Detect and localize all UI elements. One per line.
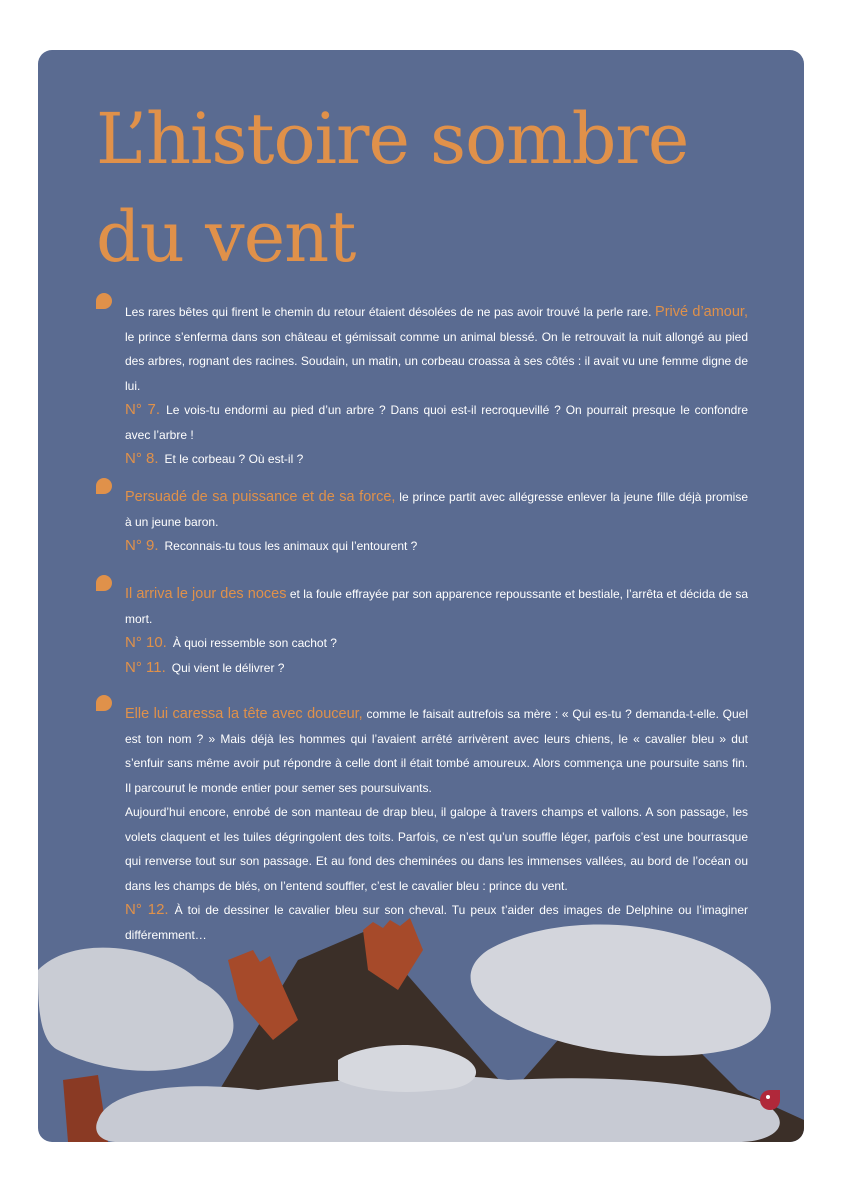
cloud-left: [38, 948, 233, 1071]
question-number: N° 8.: [125, 450, 159, 467]
section-paragraph: [125, 485, 748, 534]
page-panel: [38, 50, 804, 1142]
title-line-1: L’histoire sombre: [96, 98, 689, 180]
section-bullet-icon: [96, 293, 112, 309]
question-text: À quoi ressemble son cachot ?: [172, 636, 337, 650]
question-number: N° 9.: [125, 537, 159, 554]
question-9: [125, 534, 748, 559]
question-number: N° 10.: [125, 634, 167, 651]
cloud-right: [471, 925, 771, 1056]
question-7: [125, 398, 748, 447]
story-section-1: [96, 300, 748, 472]
section-paragraph: [125, 582, 748, 631]
question-number: N° 7.: [125, 401, 161, 418]
section-bullet-icon: [96, 695, 112, 711]
wind-illustration: [38, 890, 804, 1142]
section-intro: Les rares bêtes qui firent le chemin du retour étaient désolées de ne pas avoir trouvé la perle rare.: [125, 305, 652, 319]
question-text: Et le corbeau ? Où est-il ?: [164, 452, 304, 466]
section-text: et la foule effrayée par son apparence repoussante et bestiale, l’arrêta et décida de sa mort.: [125, 587, 748, 626]
page-marker-icon: [760, 1090, 780, 1110]
question-11: [125, 656, 748, 681]
question-text: Le vois-tu endormi au pied d’un arbre ? Dans quoi est-il recroquevillé ? On pourrait presque le confondre avec l’arbre !: [125, 403, 748, 442]
question-8: [125, 447, 748, 472]
section-bullet-icon: [96, 478, 112, 494]
section-text: le prince partit avec allégresse enlever la jeune fille déjà promise à un jeune baron.: [125, 490, 748, 529]
section-lead: Persuadé de sa puissance et de sa force,: [125, 489, 396, 505]
page-marker-eye: [766, 1095, 770, 1099]
question-10: [125, 631, 748, 656]
section-lead: Il arriva le jour des noces: [125, 586, 287, 602]
section-paragraph-2: Aujourd’hui encore, enrobé de son manteau de drap bleu, il galope à travers champs et vallons. A son passage, les volets claquent et les tuiles dégringolent des toits. Parfois, ce n’est qu’un souffle léger, parfois c’est une bourrasque qui renverse tout sur son passage. Et au fond des cheminées ou dans les immenses vallées, au bord de l’océan ou dans les champs de blés, on l’entend souffler, c’est le cavalier bleu : prince du vent.: [125, 805, 748, 893]
page-title: [96, 90, 688, 286]
section-text: le prince s’enferma dans son château et gémissait comme un animal blessé. On le retrouvait la nuit allongé au pied des arbres, rognant des racines. Soudain, un matin, un corbeau croassa à ses côtés : il avait vu une femme digne de lui.: [125, 329, 748, 393]
question-number: N° 12.: [125, 901, 169, 918]
section-text: comme le faisait autrefois sa mère : « Qui es-tu ? demanda-t-elle. Quel est ton nom ? » Mais déjà les hommes qui l’avaient arrêté arrivèrent avec leurs chiens, le « cavalier bleu » dut s’enfuir sans même avoir put répondre à celle dont il était tombé amoureux. Alors commença une poursuite sans fin. Il parcourut le monde entier pour semer ses poursuivants.: [125, 707, 748, 795]
section-bullet-icon: [96, 575, 112, 591]
question-text: Reconnais-tu tous les animaux qui l’entourent ?: [164, 539, 418, 553]
story-section-3: [96, 582, 748, 680]
section-paragraph: [125, 702, 748, 800]
question-number: N° 11.: [125, 658, 166, 676]
question-text: Qui vient le délivrer ?: [171, 660, 285, 675]
section-lead: Privé d’amour,: [655, 304, 748, 320]
title-line-2: du vent: [96, 196, 356, 278]
story-section-2: [96, 485, 748, 559]
section-lead: Elle lui caressa la tête avec douceur,: [125, 706, 363, 722]
question-text: À toi de dessiner le cavalier bleu sur son cheval. Tu peux t’aider des images de Delphine ou l’imaginer différemment…: [125, 903, 748, 942]
section-paragraph: [125, 300, 748, 398]
